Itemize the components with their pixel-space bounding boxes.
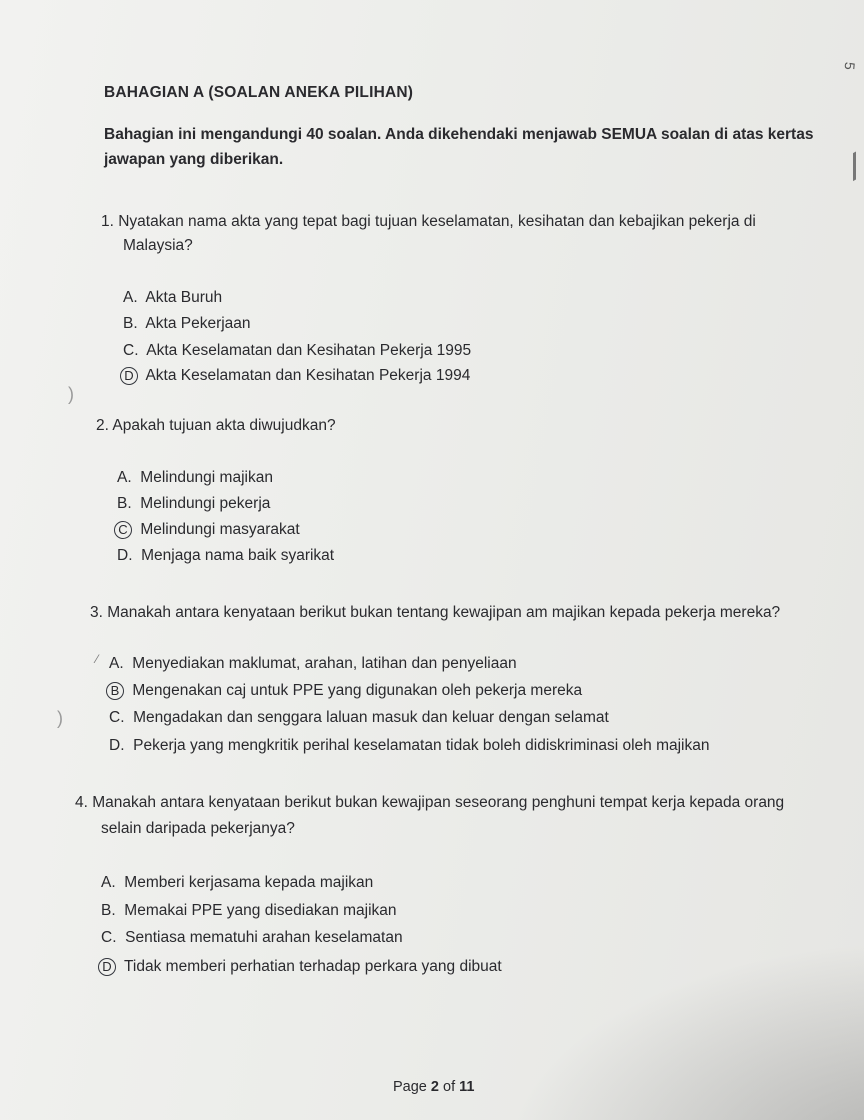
question-1-text-cont: Malaysia? bbox=[123, 237, 193, 254]
pen-tick-mark: ⁄ bbox=[96, 652, 99, 666]
question-4-option-b: B. Memakai PPE yang disediakan majikan bbox=[101, 902, 397, 919]
question-4-option-a: A. Memberi kerjasama kepada majikan bbox=[101, 874, 374, 891]
answer-circle-mark: C bbox=[114, 521, 132, 539]
answer-circle-mark: D bbox=[120, 367, 138, 385]
page-shadow bbox=[504, 940, 864, 1120]
question-1-text: 1. Nyatakan nama akta yang tepat bagi tujuan keselamatan, kesihatan dan kebajikan pekerja di bbox=[101, 213, 756, 230]
question-1-option-c: C. Akta Keselamatan dan Kesihatan Pekerja 1995 bbox=[123, 342, 472, 359]
question-2-option-d: D. Menjaga nama baik syarikat bbox=[117, 547, 335, 564]
question-4-text-cont: selain daripada pekerjanya? bbox=[101, 820, 295, 837]
question-2-option-b: B. Melindungi pekerja bbox=[117, 495, 271, 512]
page-number: Page 2 of 11 bbox=[393, 1079, 475, 1095]
question-4-option-c: C. Sentiasa mematuhi arahan keselamatan bbox=[101, 929, 403, 946]
margin-bracket-mark: ) bbox=[68, 384, 74, 404]
question-3-text: 3. Manakah antara kenyataan berikut bukan tentang kewajipan am majikan kepada pekerja mereka? bbox=[90, 604, 781, 621]
question-3-option-b: B Mengenakan caj untuk PPE yang digunakan oleh pekerja mereka bbox=[109, 682, 582, 700]
question-3-option-d: D. Pekerja yang mengkritik perihal keselamatan tidak boleh didiskriminasi oleh majikan bbox=[109, 737, 710, 754]
question-1-option-d: D Akta Keselamatan dan Kesihatan Pekerja 1994 bbox=[123, 367, 470, 385]
question-4-option-d: D Tidak memberi perhatian terhadap perkara yang dibuat bbox=[101, 958, 502, 976]
margin-bracket-mark: ) bbox=[57, 708, 63, 728]
question-2-text: 2. Apakah tujuan akta diwujudkan? bbox=[96, 417, 336, 434]
edge-mark bbox=[853, 147, 864, 181]
answer-circle-mark: D bbox=[98, 958, 116, 976]
question-2-option-a: A. Melindungi majikan bbox=[117, 469, 273, 486]
question-2-option-c: C Melindungi masyarakat bbox=[117, 521, 300, 539]
instruction-line-1: Bahagian ini mengandungi 40 soalan. Anda dikehendaki menjawab SEMUA soalan di atas kertas bbox=[104, 126, 814, 143]
question-4-text: 4. Manakah antara kenyataan berikut bukan kewajipan seseorang penghuni tempat kerja kepada orang bbox=[75, 794, 785, 811]
section-title: BAHAGIAN A (SOALAN ANEKA PILIHAN) bbox=[104, 84, 414, 101]
question-1-option-b: B. Akta Pekerjaan bbox=[123, 315, 251, 332]
answer-circle-mark: B bbox=[106, 682, 124, 700]
question-3-option-a: A. Menyediakan maklumat, arahan, latihan dan penyeliaan bbox=[109, 655, 517, 672]
instruction-line-2: jawapan yang diberikan. bbox=[104, 151, 284, 168]
corner-mark: 5 bbox=[841, 61, 859, 71]
question-1-option-a: A. Akta Buruh bbox=[123, 289, 223, 306]
question-3-option-c: C. Mengadakan dan senggara laluan masuk dan keluar dengan selamat bbox=[109, 709, 609, 726]
